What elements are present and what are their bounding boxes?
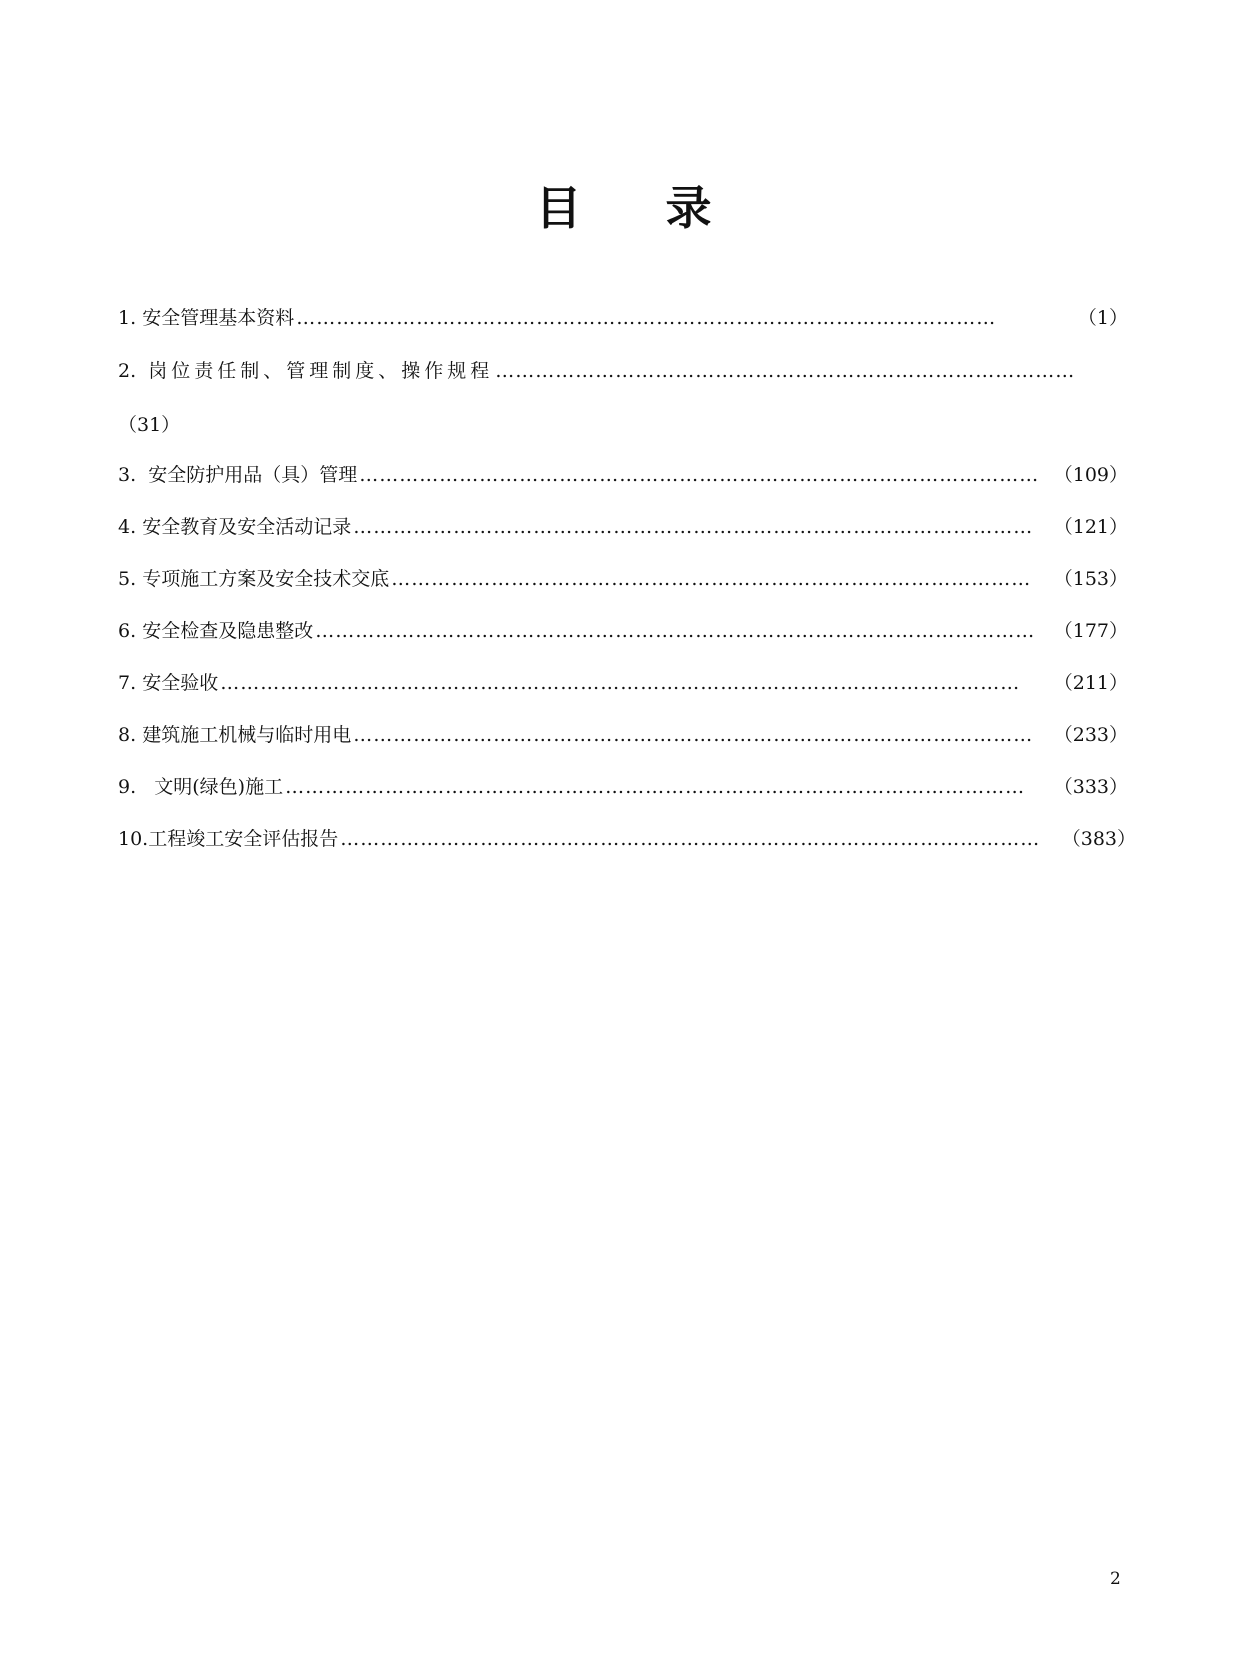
toc-entry-page: （109）: [1053, 464, 1128, 486]
toc-entry-label: 安全管理基本资料: [142, 307, 295, 329]
toc-entry-number: 2.: [118, 360, 137, 382]
toc-leader-dots: …………………………………………………………………………………………: [353, 724, 1034, 746]
toc-leader-dots: ……………………………………………………………………………………: [391, 568, 1032, 590]
toc-entry-label: 文明(绿色)施工: [154, 776, 284, 798]
toc-entry-page: （383）: [1061, 828, 1136, 850]
toc-entry-5[interactable]: [118, 564, 1128, 594]
toc-entry-number: 3.: [118, 464, 137, 486]
toc-entry-label: 安全验收: [142, 672, 219, 694]
toc-leader-dots: …………………………………………………………………………………………: [353, 516, 1034, 538]
toc-entry-label: 安全检查及隐患整改: [142, 620, 314, 642]
toc-leader-dots: …………………………………………………………………………………………………: [285, 776, 1026, 798]
toc-entry-6[interactable]: [118, 616, 1128, 646]
toc-entry-3[interactable]: [118, 460, 1128, 490]
toc-entry-number: 4.: [118, 516, 137, 538]
toc-entry-label: 建筑施工机械与临时用电: [142, 724, 352, 746]
toc-entry-page: （177）: [1053, 620, 1128, 642]
toc-entry-2[interactable]: [118, 356, 1128, 386]
toc-entry-number: 1.: [118, 307, 137, 329]
toc-entry-number: 9.: [118, 776, 137, 798]
toc-leader-dots: ……………………………………………………………………………: [495, 360, 1076, 382]
toc-entry-7[interactable]: [118, 668, 1128, 698]
toc-entry-number: 6.: [118, 620, 137, 642]
toc-leader-dots: ………………………………………………………………………………………………: [315, 620, 1036, 642]
toc-entry-page: （211）: [1053, 672, 1128, 694]
toc-entry-page: （1）: [1077, 307, 1128, 329]
toc-entry-label: 岗位责任制、管理制度、操作规程: [148, 360, 494, 382]
toc-leader-dots: …………………………………………………………………………………………………………: [220, 672, 1021, 694]
toc-leader-dots: ……………………………………………………………………………………………: [296, 307, 997, 329]
toc-entry-4[interactable]: [118, 512, 1128, 542]
toc-entry-2-page: （31）: [118, 414, 181, 436]
toc-entry-number: 5.: [118, 568, 137, 590]
title-char-1: 目: [535, 181, 582, 235]
toc-entry-9[interactable]: [118, 772, 1128, 802]
toc-leader-dots: …………………………………………………………………………………………: [359, 464, 1040, 486]
footer-page-number: 2: [1110, 1569, 1121, 1589]
toc-entry-page: （121）: [1053, 516, 1128, 538]
toc-entry-10[interactable]: [118, 824, 1136, 854]
toc-entry-number: 8.: [118, 724, 137, 746]
toc-entry-8[interactable]: [118, 720, 1128, 750]
title-char-2: 录: [665, 181, 712, 235]
toc-entry-1[interactable]: [118, 303, 1128, 333]
toc-entry-label: 专项施工方案及安全技术交底: [142, 568, 390, 590]
toc-entry-label: 工程竣工安全评估报告: [148, 828, 339, 850]
toc-entry-label: 安全防护用品（具）管理: [148, 464, 358, 486]
toc-entry-number: 7.: [118, 672, 137, 694]
toc-leader-dots: ……………………………………………………………………………………………: [340, 828, 1041, 850]
toc-entry-number: 10.: [118, 828, 149, 850]
toc-entry-label: 安全教育及安全活动记录: [142, 516, 352, 538]
toc-entry-page: （333）: [1053, 776, 1128, 798]
page-title: [0, 178, 1247, 238]
toc-entry-page: （153）: [1053, 568, 1128, 590]
toc-entry-page: （233）: [1053, 724, 1128, 746]
